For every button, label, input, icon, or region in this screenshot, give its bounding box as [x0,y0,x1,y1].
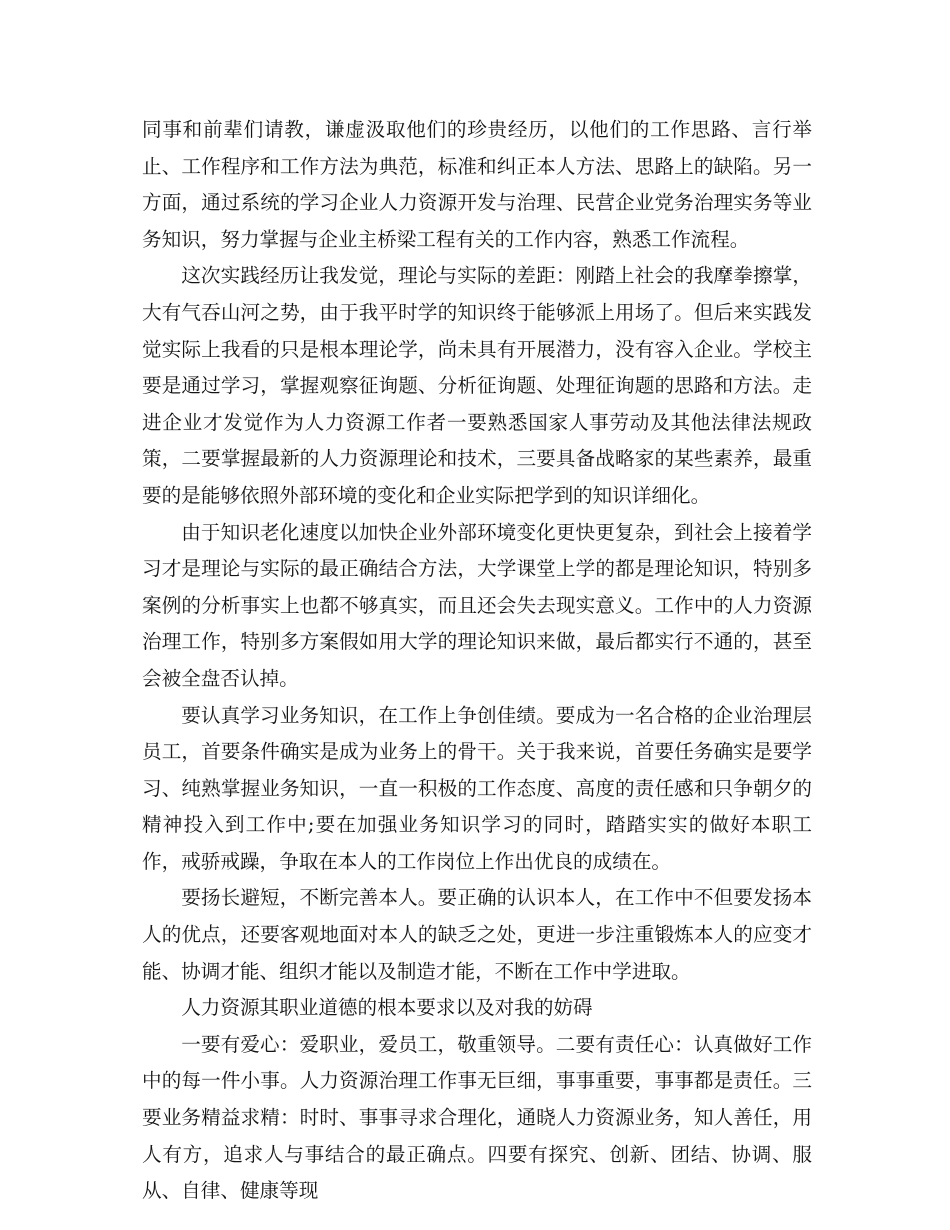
paragraph-2: 这次实践经历让我发觉，理论与实际的差距：刚踏上社会的我摩拳擦掌，大有气吞山河之势，由于我平时学的知识终于能够派上用场了。但后来实践发觉实际上我看的只是根本理论学，尚未具有开展潜力，没有容入企业。学校主要是通过学习，掌握观察征询题、分析征询题、处理征询题的思路和方法。走进企业才发觉作为人力资源工作者一要熟悉国家人事劳动及其他法律法规政策，二要掌握最新的人力资源理论和技术，三要具备战略家的某些素养，最重要的是能够依照外部环境的变化和企业实际把学到的知识详细化。 [142,264,812,507]
paragraph-7: 一要有爱心：爱职业，爱员工，敬重领导。二要有责任心：认真做好工作中的每一件小事。人力资源治理工作事无巨细，事事重要，事事都是责任。三要业务精益求精：时时、事事寻求合理化，通晓人力资源业务，知人善任，用人有方，追求人与事结合的最正确点。四要有探究、创新、团结、协调、服从、自律、健康等现 [142,1032,812,1203]
paragraph-4: 要认真学习业务知识，在工作上争创佳绩。要成为一名合格的企业治理层员工，首要条件确实是成为业务上的骨干。关于我来说，首要任务确实是要学习、纯熟掌握业务知识，一直一积极的工作态度、高度的责任感和只争朝夕的精神投入到工作中;要在加强业务知识学习的同时，踏踏实实的做好本职工作，戒骄戒躁，争取在本人的工作岗位上作出优良的成绩在。 [142,703,812,873]
paragraph-5: 要扬长避短，不断完善本人。要正确的认识本人，在工作中不但要发扬本人的优点，还要客观地面对本人的缺乏之处，更进一步注重锻炼本人的应变才能、协调才能、组织才能以及制造才能，不断在工作中学进取。 [142,886,812,983]
section-heading: 人力资源其职业道德的根本要求以及对我的妨碍 [181,996,593,1020]
paragraph-3: 由于知识老化速度以加快企业外部环境变化更快更复杂，到社会上接着学习才是理论与实际的最正确结合方法，大学课堂上学的都是理论知识，特别多案例的分析事实上也都不够真实，而且还会失去现实意义。工作中的人力资源治理工作，特别多方案假如用大学的理论知识来做，最后都实行不通的，甚至会被全盘否认掉。 [142,520,812,690]
paragraph-1: 同事和前辈们请教，谦虚汲取他们的珍贵经历，以他们的工作思路、言行举止、工作程序和工作方法为典范，标准和纠正本人方法、思路上的缺陷。另一方面，通过系统的学习企业人力资源开发与治理、民营企业党务治理实务等业务知识，努力掌握与企业主桥梁工程有关的工作内容，熟悉工作流程。 [142,118,812,251]
document-body [142,112,812,1210]
